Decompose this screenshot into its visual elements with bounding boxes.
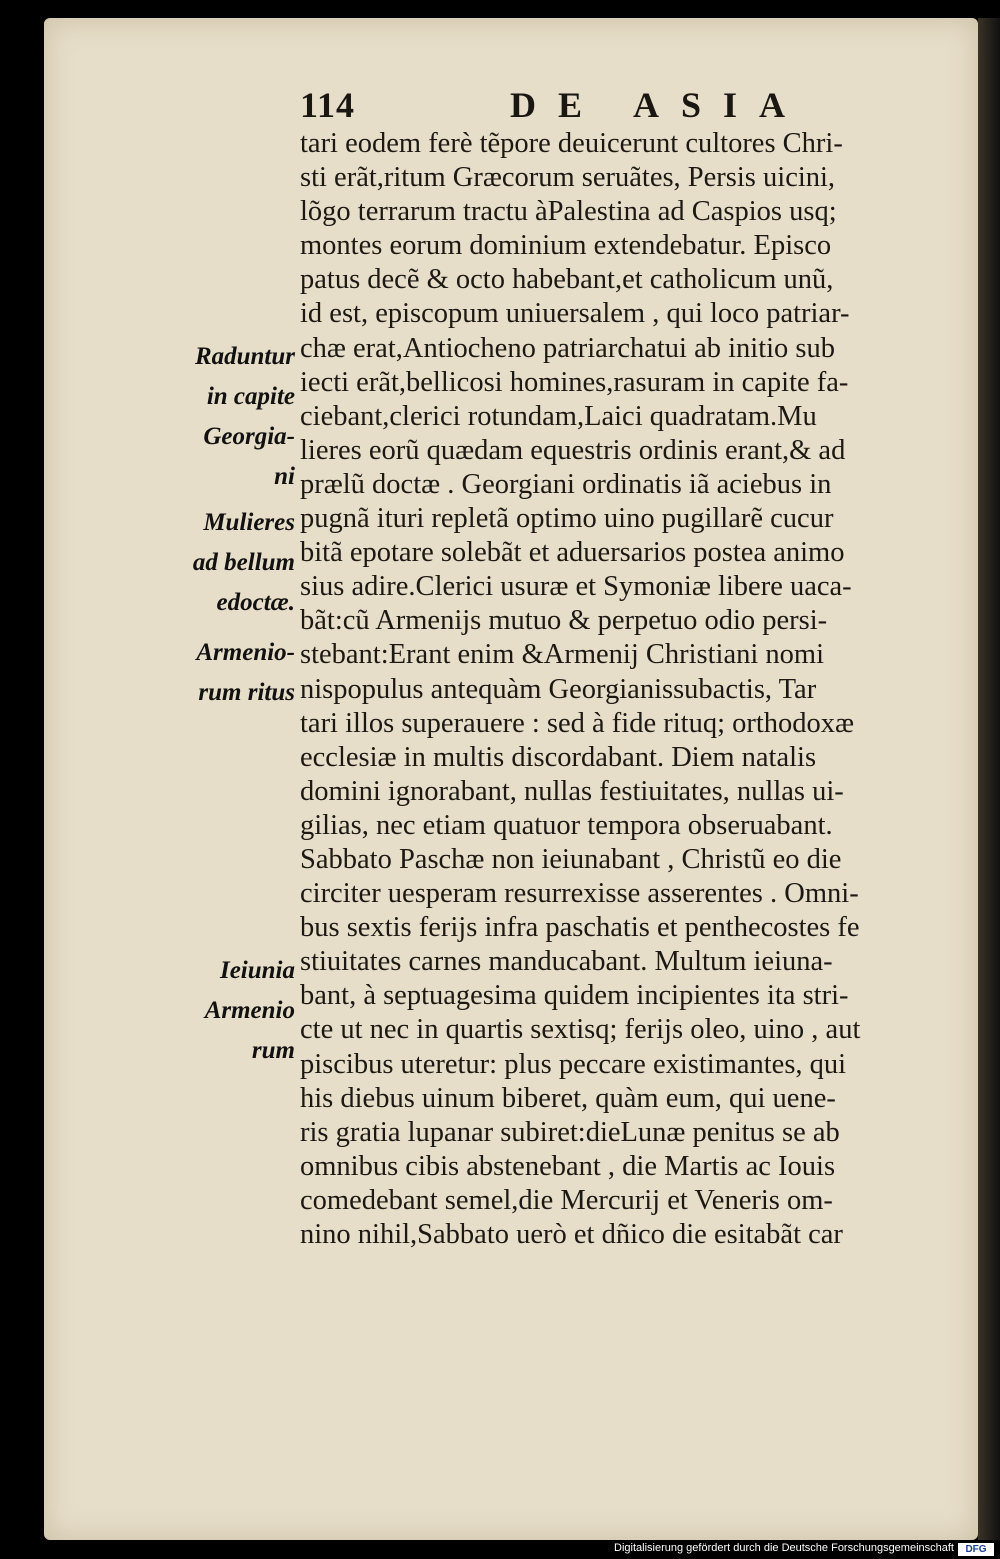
text-line: montes eorum dominium extendebatur. Episco: [300, 230, 832, 262]
marginal-line: Georgia-: [203, 423, 295, 450]
page-number: 114: [300, 85, 356, 125]
text-line: tari eodem ferè tẽpore deuicerunt cultores Chri-: [300, 128, 843, 159]
text-line: sius adire.Clerici usuræ et Symoniæ libere uaca-: [300, 571, 852, 603]
marginal-line: Armenio: [204, 997, 295, 1024]
text-line: stebant:Erant enim &Armenij Christiani nomi: [300, 639, 824, 671]
text-line: pugnã ituri repletã optimo uino pugillarẽ cucur: [300, 503, 834, 535]
text-line: bãt:cũ Armenijs mutuo & perpetuo odio persi-: [300, 605, 828, 637]
text-line: comedebant semel,die Mercurij et Veneris om-: [300, 1184, 833, 1216]
marginal-line: Armenio-: [196, 639, 295, 666]
text-line: cte ut nec in quartis sextisq; ferijs oleo, uino , aut: [300, 1014, 861, 1046]
text-line: id est, episcopum uniuersalem , qui loco patriar-: [300, 298, 850, 330]
text-line: iecti erãt,bellicosi homines,rasuram in capite fa-: [300, 366, 849, 398]
marginal-line: in capite: [206, 383, 295, 410]
marginal-note-georgiani: [160, 337, 295, 497]
marginal-note-ieiunia: [160, 951, 295, 1071]
page-header: [300, 84, 960, 126]
marginal-line: rum: [251, 1037, 295, 1064]
text-line: circiter uesperam resurrexisse asserentes . Omni-: [300, 878, 859, 910]
marginal-line: edoctæ.: [216, 589, 295, 616]
marginal-note-armeniorum: [160, 633, 295, 713]
text-line: his diebus uinum biberet, quàm eum, qui uene-: [300, 1082, 836, 1114]
marginal-line: rum ritus: [198, 679, 295, 706]
body-text: [300, 127, 962, 1252]
text-line: Sabbato Paschæ non ieiunabant , Christũ eo die: [300, 843, 842, 875]
marginal-line: Ieiunia: [219, 957, 295, 984]
text-line: piscibus uteretur: plus peccare existimantes, qui: [300, 1048, 847, 1080]
footer-bar: [0, 1540, 1000, 1559]
text-line: omnibus cibis abstenebant , die Martis ac Iouis: [300, 1150, 836, 1182]
text-line: tari illos superauere : sed à fide rituq; orthodoxæ: [300, 707, 855, 739]
text-line: nino nihil,Sabbato uerò et dñico die esitabãt car: [300, 1219, 843, 1250]
text-line: bus sextis ferijs infra paschatis et penthecostes fe: [300, 912, 860, 944]
page-fold: [978, 18, 1000, 1540]
marginal-line: ad bellum: [192, 549, 295, 576]
text-line: ris gratia lupanar subiret:dieLunæ penitus se ab: [300, 1116, 840, 1148]
text-line: gilias, nec etiam quatuor tempora obseruabant.: [300, 809, 833, 841]
text-line: domini ignorabant, nullas festiuitates, nullas ui-: [300, 775, 844, 807]
dfg-logo: DFG: [958, 1543, 994, 1556]
text-line: bitã epotare solebãt et aduersarios postea animo: [300, 537, 845, 569]
running-title: DE ASIA: [510, 85, 808, 125]
marginal-line: ni: [274, 463, 295, 490]
text-line: stiuitates carnes manducabant. Multum ieiuna-: [300, 946, 833, 978]
text-line: bant, à septuagesima quidem incipientes ita stri-: [300, 980, 849, 1012]
text-line: patus decẽ & octo habebant,et catholicum unũ,: [300, 264, 834, 296]
text-line: prælũ doctæ . Georgiani ordinatis iã aciebus in: [300, 468, 832, 500]
text-line: sti erãt,ritum Græcorum seruãtes, Persis uicini,: [300, 162, 836, 194]
text-line: lõgo terrarum tractu àPalestina ad Caspios usq;: [300, 196, 837, 228]
text-line: ecclesiæ in multis discordabant. Diem natalis: [300, 741, 817, 773]
text-line: ciebant,clerici rotundam,Laici quadratam.Mu: [300, 400, 817, 432]
marginal-note-mulieres: [160, 503, 295, 623]
footer-credit: Digitalisierung gefördert durch die Deutsche Forschungsgemeinschaft: [614, 1542, 954, 1554]
text-line: chæ erat,Antiocheno patriarchatui ab initio sub: [300, 332, 836, 364]
text-line: lieres eorũ quædam equestris ordinis erant,& ad: [300, 434, 846, 466]
text-line: nispopulus antequàm Georgianissubactis, Tar: [300, 673, 817, 705]
marginal-line: Mulieres: [203, 509, 295, 536]
marginal-line: Raduntur: [194, 343, 295, 370]
